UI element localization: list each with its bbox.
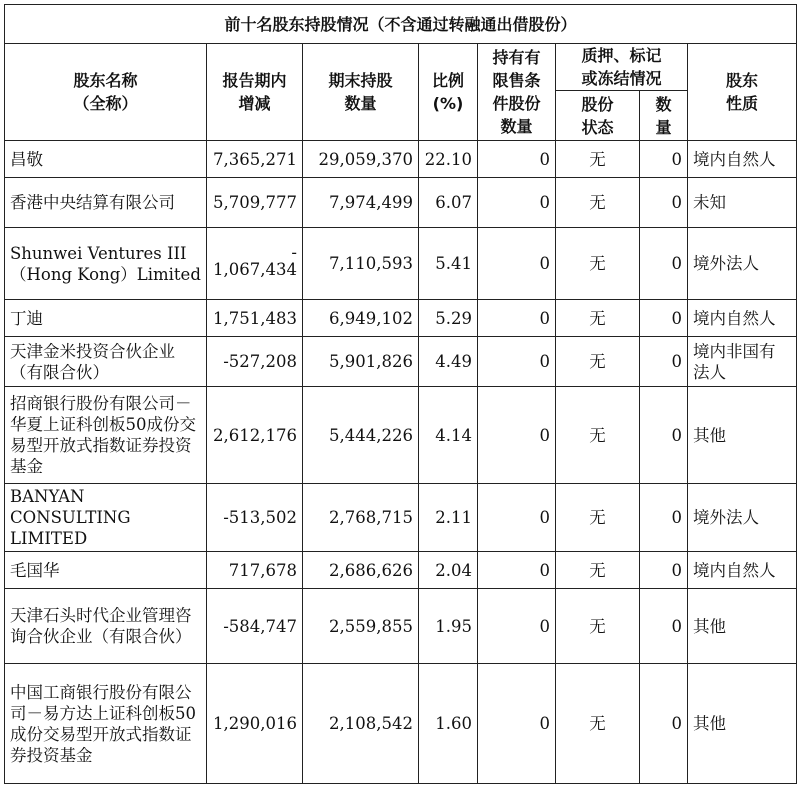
pledge-qty: 0 xyxy=(640,178,688,228)
held-value: 7,110,593 xyxy=(303,228,419,300)
header-change: 报告期内 增减 xyxy=(207,44,303,141)
pledge-qty: 0 xyxy=(640,141,688,178)
change-value: 1,751,483 xyxy=(207,300,303,337)
pledge-qty: 0 xyxy=(640,387,688,484)
change-value xyxy=(207,228,303,300)
pledge-status: 无 xyxy=(556,141,640,178)
change-amount: 1,067,434 xyxy=(213,260,297,279)
pledge-status: 无 xyxy=(556,664,640,784)
table-row xyxy=(5,141,797,178)
pledge-qty: 0 xyxy=(640,664,688,784)
shareholder-nature: 境内自然人 xyxy=(688,141,797,178)
header-pledge-status: 股份 状态 xyxy=(556,91,640,141)
ratio-value: 1.60 xyxy=(419,664,478,784)
shareholder-name: 丁迪 xyxy=(5,300,207,337)
shareholder-nature: 境外法人 xyxy=(688,228,797,300)
ratio-value: 5.29 xyxy=(419,300,478,337)
shareholder-nature: 其他 xyxy=(688,387,797,484)
restricted-value: 0 xyxy=(478,484,556,552)
table-row xyxy=(5,300,797,337)
pledge-status: 无 xyxy=(556,589,640,664)
shareholder-nature: 境外法人 xyxy=(688,484,797,552)
change-value: 2,612,176 xyxy=(207,387,303,484)
shareholder-name: 中国工商银行股份有限公司－易方达上证科创板50成份交易型开放式指数证券投资基金 xyxy=(5,664,207,784)
shareholder-table xyxy=(4,4,797,784)
change-value: 1,290,016 xyxy=(207,664,303,784)
shareholder-nature: 境内自然人 xyxy=(688,300,797,337)
header-ratio: 比例 (%) xyxy=(419,44,478,141)
ratio-value: 6.07 xyxy=(419,178,478,228)
held-value: 2,559,855 xyxy=(303,589,419,664)
pledge-status: 无 xyxy=(556,387,640,484)
shareholder-nature: 其他 xyxy=(688,664,797,784)
pledge-status: 无 xyxy=(556,484,640,552)
restricted-value: 0 xyxy=(478,664,556,784)
held-value: 2,108,542 xyxy=(303,664,419,784)
restricted-value: 0 xyxy=(478,178,556,228)
ratio-value: 4.14 xyxy=(419,387,478,484)
change-value: -584,747 xyxy=(207,589,303,664)
shareholder-name: 昌敬 xyxy=(5,141,207,178)
shareholder-nature: 未知 xyxy=(688,178,797,228)
change-value: 7,365,271 xyxy=(207,141,303,178)
shareholder-name: 招商银行股份有限公司－华夏上证科创板50成份交易型开放式指数证券投资基金 xyxy=(5,387,207,484)
pledge-qty: 0 xyxy=(640,484,688,552)
shareholder-name: Shunwei Ventures III（Hong Kong）Limited xyxy=(5,228,207,300)
table-row xyxy=(5,664,797,784)
held-value: 2,686,626 xyxy=(303,552,419,589)
table-row xyxy=(5,228,797,300)
pledge-qty: 0 xyxy=(640,552,688,589)
ratio-value: 2.04 xyxy=(419,552,478,589)
header-name: 股东名称 （全称） xyxy=(5,44,207,141)
shareholder-name: 毛国华 xyxy=(5,552,207,589)
change-sign: - xyxy=(291,243,297,262)
ratio-value: 4.49 xyxy=(419,337,478,387)
held-value: 29,059,370 xyxy=(303,141,419,178)
table-row xyxy=(5,589,797,664)
ratio-value: 1.95 xyxy=(419,589,478,664)
restricted-value: 0 xyxy=(478,552,556,589)
header-restricted: 持有有 限售条 件股份 数量 xyxy=(478,44,556,141)
held-value: 7,974,499 xyxy=(303,178,419,228)
pledge-qty: 0 xyxy=(640,589,688,664)
header-pledge-qty: 数 量 xyxy=(640,91,688,141)
shareholder-name: 香港中央结算有限公司 xyxy=(5,178,207,228)
table-row xyxy=(5,552,797,589)
ratio-value: 2.11 xyxy=(419,484,478,552)
pledge-status: 无 xyxy=(556,178,640,228)
restricted-value: 0 xyxy=(478,228,556,300)
restricted-value: 0 xyxy=(478,589,556,664)
change-value: -513,502 xyxy=(207,484,303,552)
table-row xyxy=(5,337,797,387)
shareholder-name: 天津石头时代企业管理咨询合伙企业（有限合伙） xyxy=(5,589,207,664)
restricted-value: 0 xyxy=(478,300,556,337)
header-pledge-group: 质押、标记 或冻结情况 xyxy=(556,44,688,91)
pledge-qty: 0 xyxy=(640,300,688,337)
header-nature: 股东 性质 xyxy=(688,44,797,141)
pledge-status: 无 xyxy=(556,228,640,300)
pledge-qty: 0 xyxy=(640,337,688,387)
shareholder-nature: 境内自然人 xyxy=(688,552,797,589)
shareholder-name: 天津金米投资合伙企业（有限合伙） xyxy=(5,337,207,387)
shareholder-nature: 境内非国有法人 xyxy=(688,337,797,387)
restricted-value: 0 xyxy=(478,141,556,178)
pledge-qty: 0 xyxy=(640,228,688,300)
pledge-status: 无 xyxy=(556,337,640,387)
header-held: 期末持股 数量 xyxy=(303,44,419,141)
change-value: 5,709,777 xyxy=(207,178,303,228)
change-value: -527,208 xyxy=(207,337,303,387)
table-row xyxy=(5,178,797,228)
pledge-status: 无 xyxy=(556,300,640,337)
shareholder-name: BANYAN CONSULTING LIMITED xyxy=(5,484,207,552)
table-row xyxy=(5,484,797,552)
shareholder-nature: 其他 xyxy=(688,589,797,664)
ratio-value: 5.41 xyxy=(419,228,478,300)
held-value: 2,768,715 xyxy=(303,484,419,552)
restricted-value: 0 xyxy=(478,337,556,387)
table-title: 前十名股东持股情况（不含通过转融通出借股份） xyxy=(5,5,797,44)
held-value: 5,901,826 xyxy=(303,337,419,387)
held-value: 6,949,102 xyxy=(303,300,419,337)
restricted-value: 0 xyxy=(478,387,556,484)
ratio-value: 22.10 xyxy=(419,141,478,178)
held-value: 5,444,226 xyxy=(303,387,419,484)
table-row xyxy=(5,387,797,484)
change-value: 717,678 xyxy=(207,552,303,589)
pledge-status: 无 xyxy=(556,552,640,589)
